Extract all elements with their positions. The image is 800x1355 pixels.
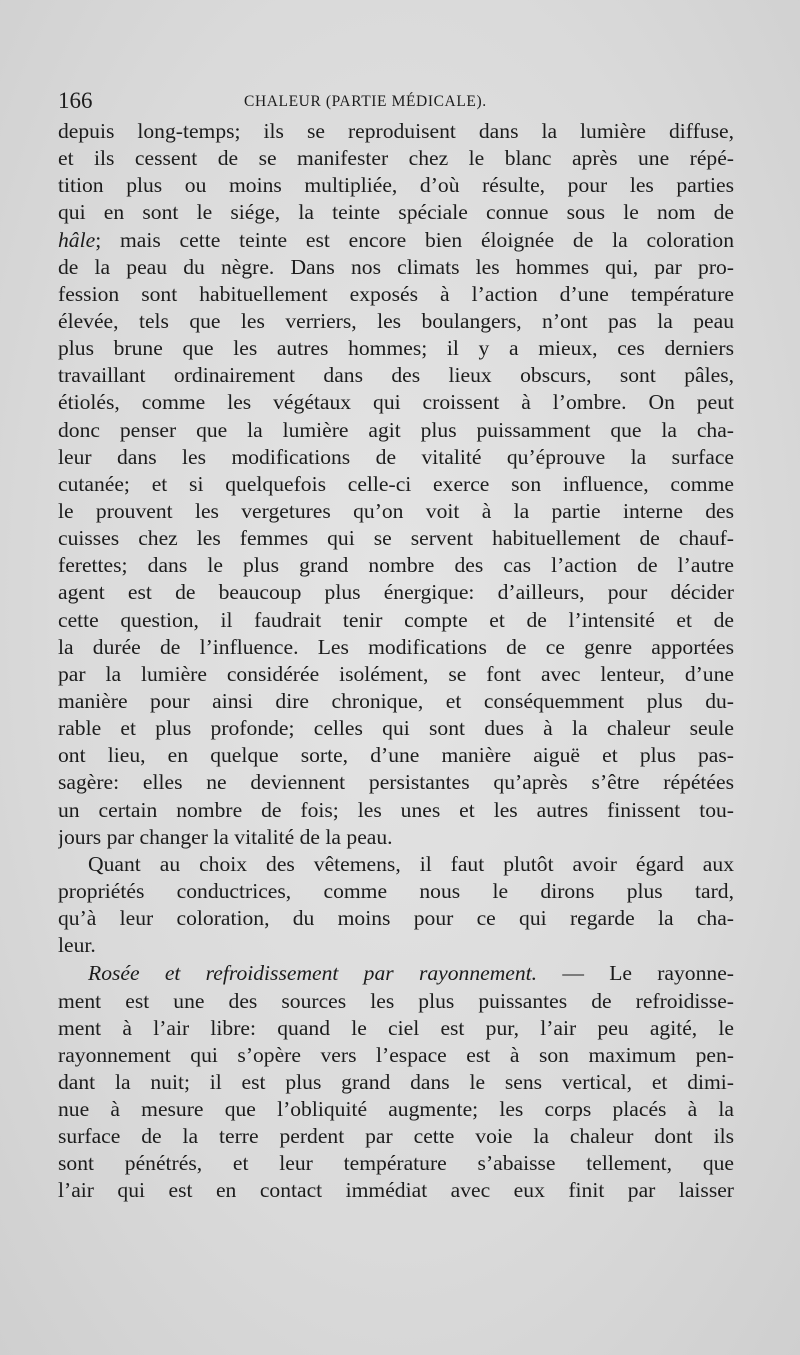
section-heading-line <box>58 960 734 987</box>
running-title: CHALEUR (PARTIE MÉDICALE). <box>244 93 487 110</box>
text-line: dant la nuit; il est plus grand dans le sens vertical, et dimi- <box>58 1069 734 1094</box>
text-line: rayonnement qui s’opère vers l’espace est à son maximum pen- <box>58 1042 734 1067</box>
body-text <box>58 118 734 1205</box>
text-line: leur. <box>58 933 96 958</box>
text-line: cutanée; et si quelquefois celle-ci exerce son influence, comme <box>58 471 734 496</box>
text-line: depuis long-temps; ils se reproduisent dans la lumière diffuse, <box>58 119 734 143</box>
text-line: Quant au choix des vêtemens, il faut plutôt avoir égard aux <box>88 851 734 876</box>
text-line: cette question, il faudrait tenir compte et de l’intensité et de <box>58 607 734 632</box>
text-line: et ils cessent de se manifester chez le blanc après une répé- <box>58 146 734 171</box>
text-line: plus brune que les autres hommes; il y a mieux, ces derniers <box>58 336 734 361</box>
text-line: l’air qui est en contact immédiat avec eux finit par laisser <box>58 1178 734 1203</box>
text-line: sont pénétrés, et leur température s’abaisse tellement, que <box>58 1151 734 1176</box>
text-line-hale: hâle; mais cette teinte est encore bien éloignée de la coloration <box>58 227 734 252</box>
text-line: nue à mesure que l’obliquité augmente; les corps placés à la <box>58 1097 734 1122</box>
text-line: ferettes; dans le plus grand nombre des cas l’action de l’autre <box>58 553 734 578</box>
text-line: la durée de l’influence. Les modifications de ce genre apportées <box>58 634 734 659</box>
text-line: leur dans les modifications de vitalité qu’éprouve la surface <box>58 444 734 469</box>
text-line: surface de la terre perdent par cette voie la chaleur dont ils <box>58 1124 734 1149</box>
page-number: 166 <box>58 88 93 113</box>
text-line: propriétés conductrices, comme nous le dirons plus tard, <box>58 878 734 903</box>
text-line: fession sont habituellement exposés à l’action d’une température <box>58 281 734 306</box>
text-line: jours par changer la vitalité de la peau. <box>58 824 393 849</box>
text-line: cuisses chez les femmes qui se servent habituellement de chauf- <box>58 526 734 551</box>
text-line: ont lieu, en quelque sorte, d’une manière aiguë et plus pas- <box>58 743 734 768</box>
text-line: donc penser que la lumière agit plus puissamment que la cha- <box>58 417 734 442</box>
text-line: étiolés, comme les végétaux qui croissent à l’ombre. On peut <box>58 390 734 415</box>
text-line: de la peau du nègre. Dans nos climats les hommes qui, par pro- <box>58 254 734 279</box>
running-head <box>58 86 740 116</box>
text-line: un certain nombre de fois; les unes et les autres finissent tou- <box>58 797 734 822</box>
text-line: élevée, tels que les verriers, les boulangers, n’ont pas la peau <box>58 308 734 333</box>
text-line: rable et plus profonde; celles qui sont dues à la chaleur seule <box>58 716 734 741</box>
text-line: travaillant ordinairement dans des lieux obscurs, sont pâles, <box>58 363 734 388</box>
text-line: ment est une des sources les plus puissantes de refroidisse- <box>58 988 734 1013</box>
text-line: le prouvent les vergetures qu’on voit à la partie interne des <box>58 498 734 523</box>
text-fragment: — Le rayonne- <box>537 961 734 986</box>
section-heading: Rosée et refroidissement par rayonnement. <box>88 961 538 986</box>
text-line: manière pour ainsi dire chronique, et conséquemment plus du- <box>58 688 734 713</box>
text-line: agent est de beaucoup plus énergique: d’ailleurs, pour décider <box>58 580 734 605</box>
text-line: par la lumière considérée isolément, se font avec lenteur, d’une <box>58 661 734 686</box>
italic-word: hâle <box>58 227 96 252</box>
text-line: tition plus ou moins multipliée, d’où résulte, pour les parties <box>58 173 734 198</box>
text-line: sagère: elles ne deviennent persistantes qu’après s’être répétées <box>58 770 734 795</box>
text-line: qui en sont le siége, la teinte spéciale connue sous le nom de <box>58 200 734 225</box>
text-line: ment à l’air libre: quand le ciel est pur, l’air peu agité, le <box>58 1015 734 1040</box>
text-line: qu’à leur coloration, du moins pour ce qui regarde la cha- <box>58 906 734 931</box>
